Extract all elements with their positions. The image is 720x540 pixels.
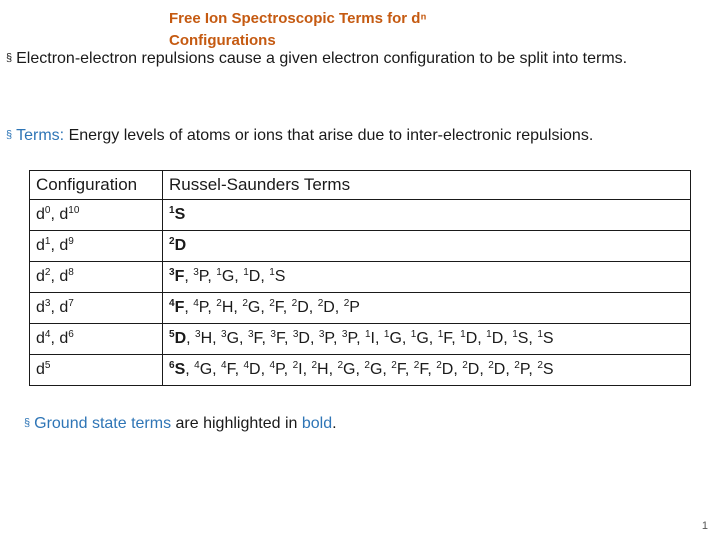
terms-cell — [163, 324, 691, 355]
configuration-cell — [30, 355, 163, 386]
superscript: 2 — [343, 298, 350, 309]
text-segment: d — [36, 206, 45, 223]
text-segment: d — [36, 268, 45, 285]
superscript: 2 — [364, 360, 370, 371]
superscript: 4 — [221, 360, 227, 371]
superscript: 3 — [169, 267, 175, 278]
header-terms: Russel-Saunders Terms — [163, 171, 691, 200]
footnote-ground-state: Ground state terms — [34, 415, 172, 432]
text-segment: S — [174, 206, 186, 223]
superscript: 2 — [337, 360, 344, 371]
superscript: 1 — [512, 329, 518, 340]
terms-cell — [163, 231, 691, 262]
text-segment: , d — [50, 206, 69, 223]
text-segment: , d — [50, 299, 69, 316]
text-segment: D — [174, 330, 187, 347]
superscript: 1 — [486, 329, 492, 340]
text-segment: d — [36, 330, 45, 347]
text-segment: S, — [517, 330, 538, 347]
text-segment: F, — [443, 330, 461, 347]
footnote-middle: are highlighted in — [171, 415, 302, 432]
text-segment: F, — [274, 299, 292, 316]
text-segment: d — [36, 237, 45, 254]
text-segment: F, — [253, 330, 271, 347]
configuration-cell — [30, 324, 163, 355]
text-segment: S — [542, 361, 554, 378]
text-segment: P, — [347, 330, 365, 347]
text-segment: S — [274, 268, 286, 285]
superscript: 3 — [44, 298, 51, 309]
text-segment: , d — [50, 330, 69, 347]
text-segment: P, — [198, 268, 217, 285]
text-segment: F, — [396, 361, 414, 378]
table-row — [30, 324, 691, 355]
square-bullet-icon: § — [6, 129, 13, 141]
superscript: 4 — [169, 298, 175, 309]
superscript: 5 — [169, 329, 175, 340]
square-bullet-icon: § — [24, 417, 31, 429]
text-segment: G, — [343, 361, 365, 378]
terms-cell — [163, 355, 691, 386]
footnote-bold-word: bold — [301, 415, 333, 432]
text-segment: P — [349, 299, 360, 316]
footnote-period: . — [332, 415, 337, 432]
text-segment: D, — [248, 268, 270, 285]
text-segment: , d — [50, 268, 69, 285]
text-segment: F, — [275, 330, 293, 347]
text-segment: F, — [226, 361, 244, 378]
terms-table — [29, 170, 691, 386]
text-segment: D, — [467, 361, 489, 378]
superscript: 2 — [488, 360, 494, 371]
text-segment: d — [36, 299, 45, 316]
text-segment: D — [174, 237, 187, 254]
text-segment: G, — [416, 330, 438, 347]
text-segment: , d — [50, 237, 69, 254]
text-segment: F — [174, 268, 185, 285]
superscript: 3 — [221, 329, 227, 340]
text-segment: S — [174, 361, 186, 378]
text-segment: , — [185, 361, 195, 378]
superscript: 1 — [460, 329, 466, 340]
superscript: 5 — [44, 360, 51, 371]
text-segment: P, — [275, 361, 293, 378]
superscript: 1 — [216, 267, 222, 278]
text-segment: D, — [249, 361, 270, 378]
text-segment: G, — [221, 268, 244, 285]
superscript: 3 — [341, 329, 348, 340]
superscript: 3 — [318, 329, 325, 340]
superscript: 2 — [242, 298, 248, 309]
text-segment: G, — [199, 361, 222, 378]
page-number: 1 — [701, 520, 708, 532]
superscript: 8 — [68, 267, 74, 278]
superscript: 4 — [194, 360, 200, 371]
text-segment: , — [186, 330, 196, 347]
superscript: 4 — [44, 329, 51, 340]
superscript: 4 — [269, 360, 276, 371]
text-segment: H, — [221, 299, 243, 316]
superscript: 2 — [462, 360, 468, 371]
text-segment: , — [184, 299, 194, 316]
text-segment: D, — [298, 330, 319, 347]
text-segment: D, — [323, 299, 344, 316]
text-segment: G, — [369, 361, 392, 378]
superscript: 3 — [292, 329, 299, 340]
superscript: 2 — [169, 236, 175, 247]
text-segment: F, — [419, 361, 437, 378]
superscript: 3 — [195, 329, 201, 340]
superscript: 1 — [269, 267, 275, 278]
configuration-cell — [30, 231, 163, 262]
superscript: 9 — [68, 236, 74, 247]
paragraph-terms-definition — [6, 124, 716, 147]
terms-cell — [163, 200, 691, 231]
text-segment: H, — [200, 330, 222, 347]
text-segment: I, — [370, 330, 384, 347]
square-bullet-icon: § — [6, 52, 13, 64]
text-segment: d — [36, 361, 45, 378]
configuration-cell — [30, 200, 163, 231]
paragraph-repulsions — [6, 47, 706, 70]
paragraph-repulsions-text: Electron-electron repulsions cause a given electron configuration to be split into terms. — [16, 50, 628, 67]
table-row — [30, 262, 691, 293]
superscript: 0 — [44, 205, 51, 216]
text-segment: D, — [491, 330, 513, 347]
slide-title: Free Ion Spectroscopic Terms for dⁿ Configurations — [169, 10, 427, 49]
text-segment: P, — [324, 330, 342, 347]
superscript: 1 — [383, 329, 390, 340]
text-segment: , — [184, 268, 194, 285]
superscript: 4 — [243, 360, 250, 371]
text-segment: D, — [465, 330, 487, 347]
text-segment: D, — [297, 299, 318, 316]
table-row — [30, 293, 691, 324]
text-segment: G, — [389, 330, 411, 347]
table-header-row — [30, 171, 691, 200]
table-row — [30, 231, 691, 262]
superscript: 2 — [537, 360, 543, 371]
superscript: 2 — [317, 298, 324, 309]
superscript: 4 — [193, 298, 199, 309]
text-segment: P, — [198, 299, 217, 316]
terms-cell — [163, 262, 691, 293]
superscript: 10 — [68, 205, 80, 216]
text-segment: D, — [493, 361, 515, 378]
superscript: 2 — [44, 267, 51, 278]
table-row — [30, 200, 691, 231]
superscript: 1 — [169, 205, 175, 216]
text-segment: G, — [226, 330, 248, 347]
superscript: 2 — [292, 360, 299, 371]
text-segment: F — [174, 299, 185, 316]
superscript: 3 — [270, 329, 276, 340]
superscript: 6 — [169, 360, 175, 371]
text-segment: S — [542, 330, 554, 347]
text-segment: H, — [317, 361, 338, 378]
superscript: 7 — [68, 298, 74, 309]
configuration-cell — [30, 293, 163, 324]
superscript: 2 — [514, 360, 520, 371]
terms-cell — [163, 293, 691, 324]
terms-definition-text: Energy levels of atoms or ions that arise due to inter-electronic repulsions. — [64, 127, 594, 144]
superscript: 1 — [243, 267, 249, 278]
text-segment: D, — [441, 361, 463, 378]
superscript: 2 — [216, 298, 222, 309]
superscript: 2 — [391, 360, 397, 371]
superscript: 2 — [413, 360, 420, 371]
superscript: 2 — [311, 360, 318, 371]
terms-label: Terms: — [16, 127, 65, 144]
text-segment: G, — [247, 299, 270, 316]
superscript: 3 — [247, 329, 254, 340]
superscript: 1 — [437, 329, 444, 340]
text-segment: I, — [298, 361, 312, 378]
superscript: 2 — [269, 298, 275, 309]
superscript: 1 — [44, 236, 51, 247]
text-segment: P, — [519, 361, 538, 378]
superscript: 1 — [537, 329, 543, 340]
superscript: 2 — [291, 298, 298, 309]
superscript: 1 — [410, 329, 417, 340]
superscript: 2 — [436, 360, 442, 371]
superscript: 1 — [364, 329, 371, 340]
table-row — [30, 355, 691, 386]
superscript: 3 — [193, 267, 199, 278]
superscript: 6 — [68, 329, 74, 340]
footnote — [24, 412, 337, 435]
header-configuration: Configuration — [30, 171, 163, 200]
configuration-cell — [30, 262, 163, 293]
